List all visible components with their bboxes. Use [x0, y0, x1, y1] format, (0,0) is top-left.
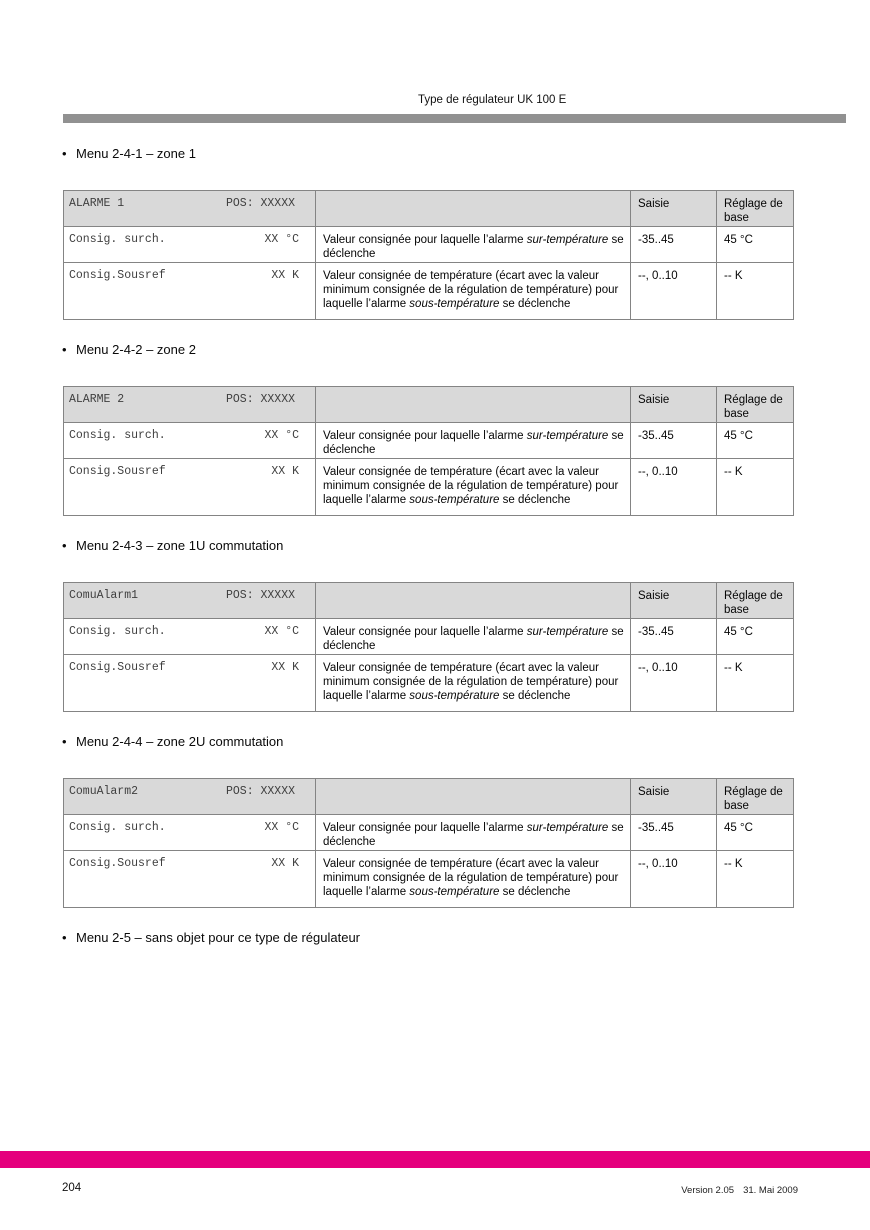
desc-text: se déclenche [323, 822, 624, 848]
reglage-value: -- K [724, 858, 743, 870]
menu-label: Menu 2-4-4 – zone 2U commutation [76, 734, 284, 749]
description-header-cell [316, 583, 631, 618]
reglage-column-header: Réglage de base [724, 394, 783, 420]
table-header-row [64, 191, 793, 227]
reglage-column-header: Réglage de base [724, 786, 783, 812]
desc-italic: sous-température [409, 494, 500, 506]
desc-text: se déclenche [499, 494, 571, 506]
desc-italic: sur-température [526, 234, 609, 246]
bullet-icon: • [62, 146, 67, 161]
saisie-value: --, 0..10 [631, 851, 717, 907]
desc-text: Valeur consignée pour laquelle l’alarme [323, 822, 527, 834]
param-description [316, 851, 631, 907]
param-cell [64, 815, 316, 850]
desc-text: se déclenche [499, 886, 571, 898]
device-display-name: ComuAlarm1 [69, 589, 139, 602]
reglage-value: 45 °C [724, 822, 753, 834]
param-value: XX °C [264, 233, 299, 246]
reglage-column-header: Réglage de base [724, 198, 783, 224]
header-rule [63, 114, 846, 123]
desc-text: se déclenche [323, 626, 624, 652]
param-name: Consig.Sousref [69, 465, 166, 478]
param-description [316, 263, 631, 319]
table-row [64, 619, 793, 655]
desc-text: Valeur consignée pour laquelle l’alarme [323, 430, 527, 442]
param-description [316, 227, 631, 262]
description-header-cell [316, 191, 631, 226]
menu-section-2-4-2 [62, 342, 795, 538]
description-header-cell [316, 779, 631, 814]
menu-label: Menu 2-4-3 – zone 1U commutation [76, 538, 284, 553]
saisie-value: -35..45 [631, 227, 717, 262]
param-cell [64, 851, 316, 907]
desc-italic: sur-température [526, 626, 609, 638]
param-value: XX °C [264, 821, 299, 834]
menu-heading [62, 342, 795, 357]
param-value: XX K [271, 269, 299, 282]
reglage-value: -- K [724, 662, 743, 674]
param-description [316, 815, 631, 850]
desc-text: se déclenche [499, 690, 571, 702]
menu-heading [62, 538, 795, 553]
pos-label: POS: XXXXX [225, 589, 295, 602]
parameter-table [63, 190, 794, 320]
parameter-table [63, 386, 794, 516]
table-row [64, 851, 793, 907]
table-row [64, 227, 793, 263]
desc-text: se déclenche [499, 298, 571, 310]
param-description [316, 619, 631, 654]
table-row [64, 815, 793, 851]
bullet-icon: • [62, 538, 67, 553]
device-display-name: ALARME 2 [69, 393, 125, 406]
footer-accent-band [0, 1151, 870, 1168]
parameter-table [63, 582, 794, 712]
param-name: Consig. surch. [69, 429, 166, 442]
menu-section-2-4-1 [62, 146, 795, 342]
reglage-value: 45 °C [724, 626, 753, 638]
saisie-value: --, 0..10 [631, 459, 717, 515]
pos-label: POS: XXXXX [225, 785, 295, 798]
menu-heading [62, 930, 795, 945]
reglage-value: 45 °C [724, 234, 753, 246]
param-name: Consig.Sousref [69, 857, 166, 870]
table-header-row [64, 583, 793, 619]
saisie-column-header: Saisie [631, 387, 717, 422]
table-row [64, 423, 793, 459]
device-header-cell [64, 387, 316, 422]
param-cell [64, 619, 316, 654]
desc-text: Valeur consignée de température (écart avec la valeur minimum consignée de la régulation de température) pour laquelle l’alarme [323, 270, 619, 310]
param-value: XX K [271, 857, 299, 870]
parameter-table [63, 778, 794, 908]
menu-label: Menu 2-4-2 – zone 2 [76, 342, 196, 357]
version-label: Version 2.05 [681, 1185, 735, 1196]
desc-text: se déclenche [323, 234, 624, 260]
menu-section-2-4-3 [62, 538, 795, 734]
param-description [316, 459, 631, 515]
page-number: 204 [62, 1182, 82, 1194]
desc-italic: sur-température [526, 822, 609, 834]
saisie-value: -35..45 [631, 815, 717, 850]
param-value: XX K [271, 465, 299, 478]
pos-label: POS: XXXXX [225, 393, 295, 406]
reglage-value: -- K [724, 270, 743, 282]
desc-text: Valeur consignée pour laquelle l’alarme [323, 234, 527, 246]
param-name: Consig.Sousref [69, 269, 166, 282]
table-header-row [64, 387, 793, 423]
footer-version-line [681, 1185, 798, 1196]
desc-italic: sur-température [526, 430, 609, 442]
param-value: XX K [271, 661, 299, 674]
description-header-cell [316, 387, 631, 422]
menu-label: Menu 2-5 – sans objet pour ce type de régulateur [76, 930, 361, 945]
param-cell [64, 227, 316, 262]
saisie-value: --, 0..10 [631, 263, 717, 319]
desc-text: Valeur consignée pour laquelle l’alarme [323, 626, 527, 638]
menu-label: Menu 2-4-1 – zone 1 [76, 146, 196, 161]
saisie-value: --, 0..10 [631, 655, 717, 711]
bullet-icon: • [62, 734, 67, 749]
menu-section-2-5 [62, 930, 795, 945]
table-header-row [64, 779, 793, 815]
param-value: XX °C [264, 429, 299, 442]
device-header-cell [64, 191, 316, 226]
desc-italic: sous-température [409, 298, 500, 310]
desc-text: Valeur consignée de température (écart avec la valeur minimum consignée de la régulation de température) pour laquelle l’alarme [323, 466, 619, 506]
param-name: Consig. surch. [69, 821, 166, 834]
param-name: Consig. surch. [69, 233, 166, 246]
device-header-cell [64, 583, 316, 618]
param-description [316, 423, 631, 458]
table-row [64, 459, 793, 515]
bullet-icon: • [62, 342, 67, 357]
param-description [316, 655, 631, 711]
param-value: XX °C [264, 625, 299, 638]
saisie-value: -35..45 [631, 619, 717, 654]
param-cell [64, 423, 316, 458]
table-row [64, 655, 793, 711]
saisie-column-header: Saisie [631, 191, 717, 226]
param-cell [64, 263, 316, 319]
reglage-value: 45 °C [724, 430, 753, 442]
desc-italic: sous-température [409, 886, 500, 898]
menu-heading [62, 734, 795, 749]
saisie-column-header: Saisie [631, 779, 717, 814]
saisie-value: -35..45 [631, 423, 717, 458]
date-label: 31. Mai 2009 [743, 1185, 798, 1196]
param-name: Consig.Sousref [69, 661, 166, 674]
pos-label: POS: XXXXX [225, 197, 295, 210]
page-header-title: Type de régulateur UK 100 E [418, 94, 567, 106]
desc-text: Valeur consignée de température (écart avec la valeur minimum consignée de la régulation de température) pour laquelle l’alarme [323, 662, 619, 702]
desc-text: se déclenche [323, 430, 624, 456]
device-header-cell [64, 779, 316, 814]
device-display-name: ComuAlarm2 [69, 785, 139, 798]
param-cell [64, 655, 316, 711]
menu-section-2-4-4 [62, 734, 795, 930]
menu-heading [62, 146, 795, 161]
device-display-name: ALARME 1 [69, 197, 125, 210]
param-name: Consig. surch. [69, 625, 166, 638]
bullet-icon: • [62, 930, 67, 945]
desc-italic: sous-température [409, 690, 500, 702]
param-cell [64, 459, 316, 515]
reglage-value: -- K [724, 466, 743, 478]
saisie-column-header: Saisie [631, 583, 717, 618]
table-row [64, 263, 793, 319]
desc-text: Valeur consignée de température (écart avec la valeur minimum consignée de la régulation de température) pour laquelle l’alarme [323, 858, 619, 898]
reglage-column-header: Réglage de base [724, 590, 783, 616]
